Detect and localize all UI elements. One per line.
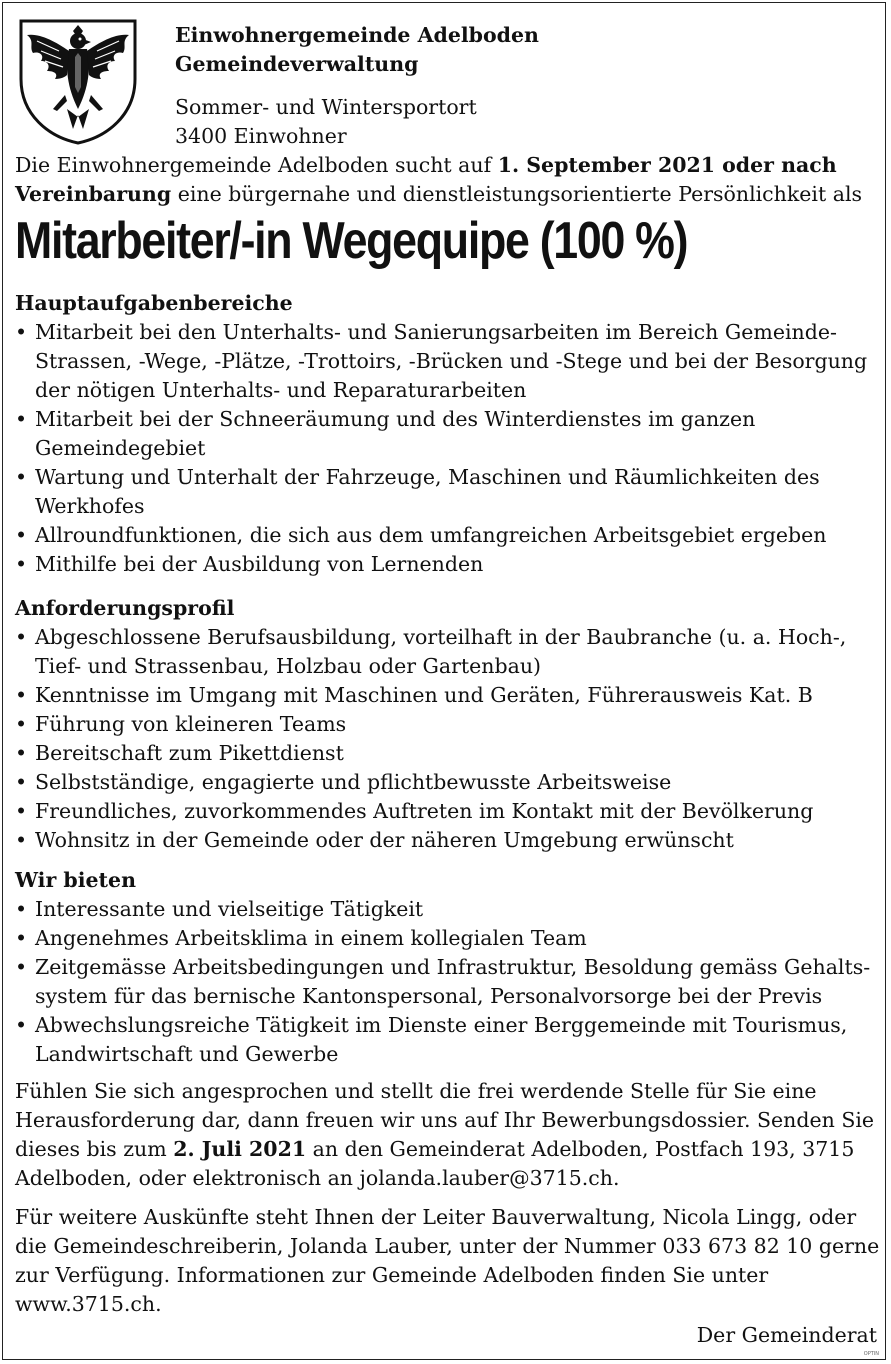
contact-paragraph: Für weitere Auskünfte steht Ihnen der Leiter Bauverwaltung, Nicola Lingg, oder die Gemeindeschreiberin, Jolanda Lauber, unter der Nummer 033 673 82 10 gerne zur Verfügung. Informationen zur Gemeinde Adelboden finden Sie unter www.3715.ch.	[15, 1205, 880, 1316]
list-item-text: Kenntnisse im Umgang mit Maschinen und Geräten, Führerausweis Kat. B	[35, 683, 813, 707]
list-item	[15, 681, 885, 710]
sub-line-2: 3400 Einwohner	[175, 124, 347, 148]
bullet-icon: •	[15, 712, 28, 736]
list-item	[15, 521, 885, 550]
offer-heading: Wir bieten	[15, 868, 136, 892]
bullet-icon: •	[15, 320, 28, 344]
bullet-icon: •	[15, 625, 28, 649]
list-item	[15, 768, 885, 797]
org-subtitle	[175, 93, 477, 151]
list-item	[15, 318, 885, 405]
bullet-icon: •	[15, 770, 28, 794]
profile-heading: Anforderungsprofil	[15, 596, 235, 620]
org-line-2: Gemeindeverwaltung	[175, 52, 419, 76]
intro-start-date: 1. September 2021 oder nach Vereinbarung	[15, 153, 837, 206]
list-item-text: Interessante und vielseitige Tätigkeit	[35, 897, 424, 921]
list-item-text: Mithilfe bei der Ausbildung von Lernenden	[35, 552, 484, 576]
sub-line-1: Sommer- und Wintersportort	[175, 95, 477, 119]
list-item	[15, 953, 885, 1011]
bullet-icon: •	[15, 897, 28, 921]
tasks-heading: Hauptaufgabenbereiche	[15, 291, 293, 315]
list-item	[15, 623, 885, 681]
list-item-text: Bereitschaft zum Pikettdienst	[35, 741, 344, 765]
job-title: Mitarbeiter/-in Wegequipe (100 %)	[15, 212, 688, 270]
list-item	[15, 739, 885, 768]
apply-text-2: an den Gemeinderat Adelboden, Postfach 193, 3715 Adelboden, oder elektronisch an jolanda.lauber@3715.ch.	[15, 1137, 855, 1190]
job-ad	[2, 2, 886, 1360]
bullet-icon: •	[15, 523, 28, 547]
intro-paragraph	[15, 151, 881, 209]
apply-text-1: Fühlen Sie sich angesprochen und stellt die frei werdende Stelle für Sie eine Herausforderung dar, dann freuen wir uns auf Ihr Bewerbungsdossier. Senden Sie dieses bis zum	[15, 1079, 875, 1161]
list-item-text: Wartung und Unterhalt der Fahrzeuge, Maschinen und Räumlichkeiten des Werkhofes	[35, 465, 820, 518]
profile-list	[15, 623, 885, 855]
bullet-icon: •	[15, 407, 28, 431]
tasks-list	[15, 318, 885, 579]
bullet-icon: •	[15, 1013, 28, 1037]
list-item-text: Abwechslungsreiche Tätigkeit im Dienste einer Berggemeinde mit Tourismus, Landwirtschaft und Gewerbe	[35, 1013, 848, 1066]
coat-of-arms-eagle-icon	[15, 17, 141, 145]
bullet-icon: •	[15, 926, 28, 950]
list-item	[15, 463, 885, 521]
bullet-icon: •	[15, 955, 28, 979]
offer-list	[15, 895, 885, 1069]
list-item	[15, 826, 885, 855]
apply-deadline: 2. Juli 2021	[173, 1137, 307, 1161]
bullet-icon: •	[15, 741, 28, 765]
list-item-text: Freundliches, zuvorkommendes Auftreten im Kontakt mit der Bevölkerung	[35, 799, 814, 823]
list-item-text: Mitarbeit bei der Schneeräumung und des Winterdienstes im ganzen Gemeindegebiet	[35, 407, 756, 460]
list-item-text: Selbstständige, engagierte und pflichtbewusste Arbeitsweise	[35, 770, 672, 794]
footer-mark: OPTIN	[863, 1351, 879, 1357]
application-paragraph	[15, 1077, 881, 1193]
signature: Der Gemeinderat	[696, 1323, 877, 1347]
bullet-icon: •	[15, 683, 28, 707]
list-item-text: Führung von kleineren Teams	[35, 712, 347, 736]
list-item	[15, 710, 885, 739]
intro-text-1: Die Einwohnergemeinde Adelboden sucht auf	[15, 153, 498, 177]
list-item-text: Wohnsitz in der Gemeinde oder der näheren Umgebung erwünscht	[35, 828, 734, 852]
bullet-icon: •	[15, 552, 28, 576]
list-item	[15, 1011, 885, 1069]
bullet-icon: •	[15, 828, 28, 852]
list-item	[15, 895, 885, 924]
list-item	[15, 924, 885, 953]
list-item-text: Mitarbeit bei den Unterhalts- und Sanierungsarbeiten im Bereich Gemeinde-Strassen, -Wege, -Plätze, -Trottoirs, -Brücken und -Stege und bei der Besorgung der nötigen Unterhalts- und Reparaturarbeiten	[35, 320, 868, 402]
list-item	[15, 797, 885, 826]
list-item-text: Angenehmes Arbeitsklima in einem kollegialen Team	[35, 926, 587, 950]
intro-text-2: eine bürgernahe und dienstleistungsorientierte Persönlichkeit als	[171, 182, 863, 206]
list-item-text: Allroundfunktionen, die sich aus dem umfangreichen Arbeitsgebiet ergeben	[35, 523, 827, 547]
list-item-text: Zeitgemässe Arbeitsbedingungen und Infrastruktur, Besoldung gemäss Gehalts-system für das bernische Kantonspersonal, Personalvorsorge bei der Previs	[35, 955, 871, 1008]
org-name	[175, 21, 539, 79]
list-item	[15, 405, 885, 463]
bullet-icon: •	[15, 465, 28, 489]
list-item	[15, 550, 885, 579]
org-line-1: Einwohnergemeinde Adelboden	[175, 23, 539, 47]
bullet-icon: •	[15, 799, 28, 823]
list-item-text: Abgeschlossene Berufsausbildung, vorteilhaft in der Baubranche (u. a. Hoch-, Tief- und Strassenbau, Holzbau oder Gartenbau)	[35, 625, 847, 678]
